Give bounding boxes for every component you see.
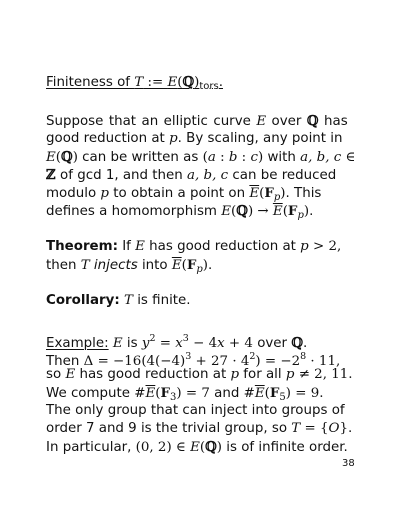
theorem-line: Theorem: If E has good reduction at p > 2,: [46, 239, 342, 254]
example-line: In particular, (0, 2) ∈ E(ℚ) is of infinite order.: [46, 439, 348, 455]
paragraph-line: Suppose that an elliptic curve E over ℚ has: [46, 113, 348, 129]
theorem-line: then T injects into $\overline{E}(F_p)$.: [46, 257, 213, 275]
slide-title: Finiteness of T := $E(ℚ)_{tors}$.: [46, 74, 223, 92]
corollary-line: Corollary: T is finite.: [46, 293, 191, 308]
example-line: We compute $\#\overline{E}(F_3) = 7$ and $\#\overline{E}(F_5) = 9$.: [46, 385, 324, 403]
paragraph-line: E(ℚ) can be written as (a : b : c) with a, b, c ∈: [46, 149, 356, 165]
example-line: The only group that can inject into groups of: [46, 403, 345, 418]
example-line: order 7 and 9 is the trivial group, so T = {O}.: [46, 421, 353, 436]
example-line: so E has good reduction at p for all p ≠ 2, 11.: [46, 367, 353, 382]
page-number: 38: [342, 458, 355, 469]
paragraph-line: modulo p to obtain a point on $\overline{E}(F_p)$. This: [46, 185, 322, 203]
example-line: Then $\Delta = -16(4(-4)^3 + 27 \cdot 4^2) = -2^8 \cdot 11$,: [46, 351, 341, 369]
example-line: Example: E is $y^2 = x^3 - 4x + 4$ over ℚ.: [46, 333, 308, 351]
paragraph-line: good reduction at p. By scaling, any point in: [46, 131, 343, 146]
paragraph-line: defines a homomorphism E(ℚ) → $\overline{E}(F_p)$.: [46, 203, 314, 221]
paragraph-line: ℤ of gcd 1, and then a, b, c can be reduced: [46, 167, 337, 183]
